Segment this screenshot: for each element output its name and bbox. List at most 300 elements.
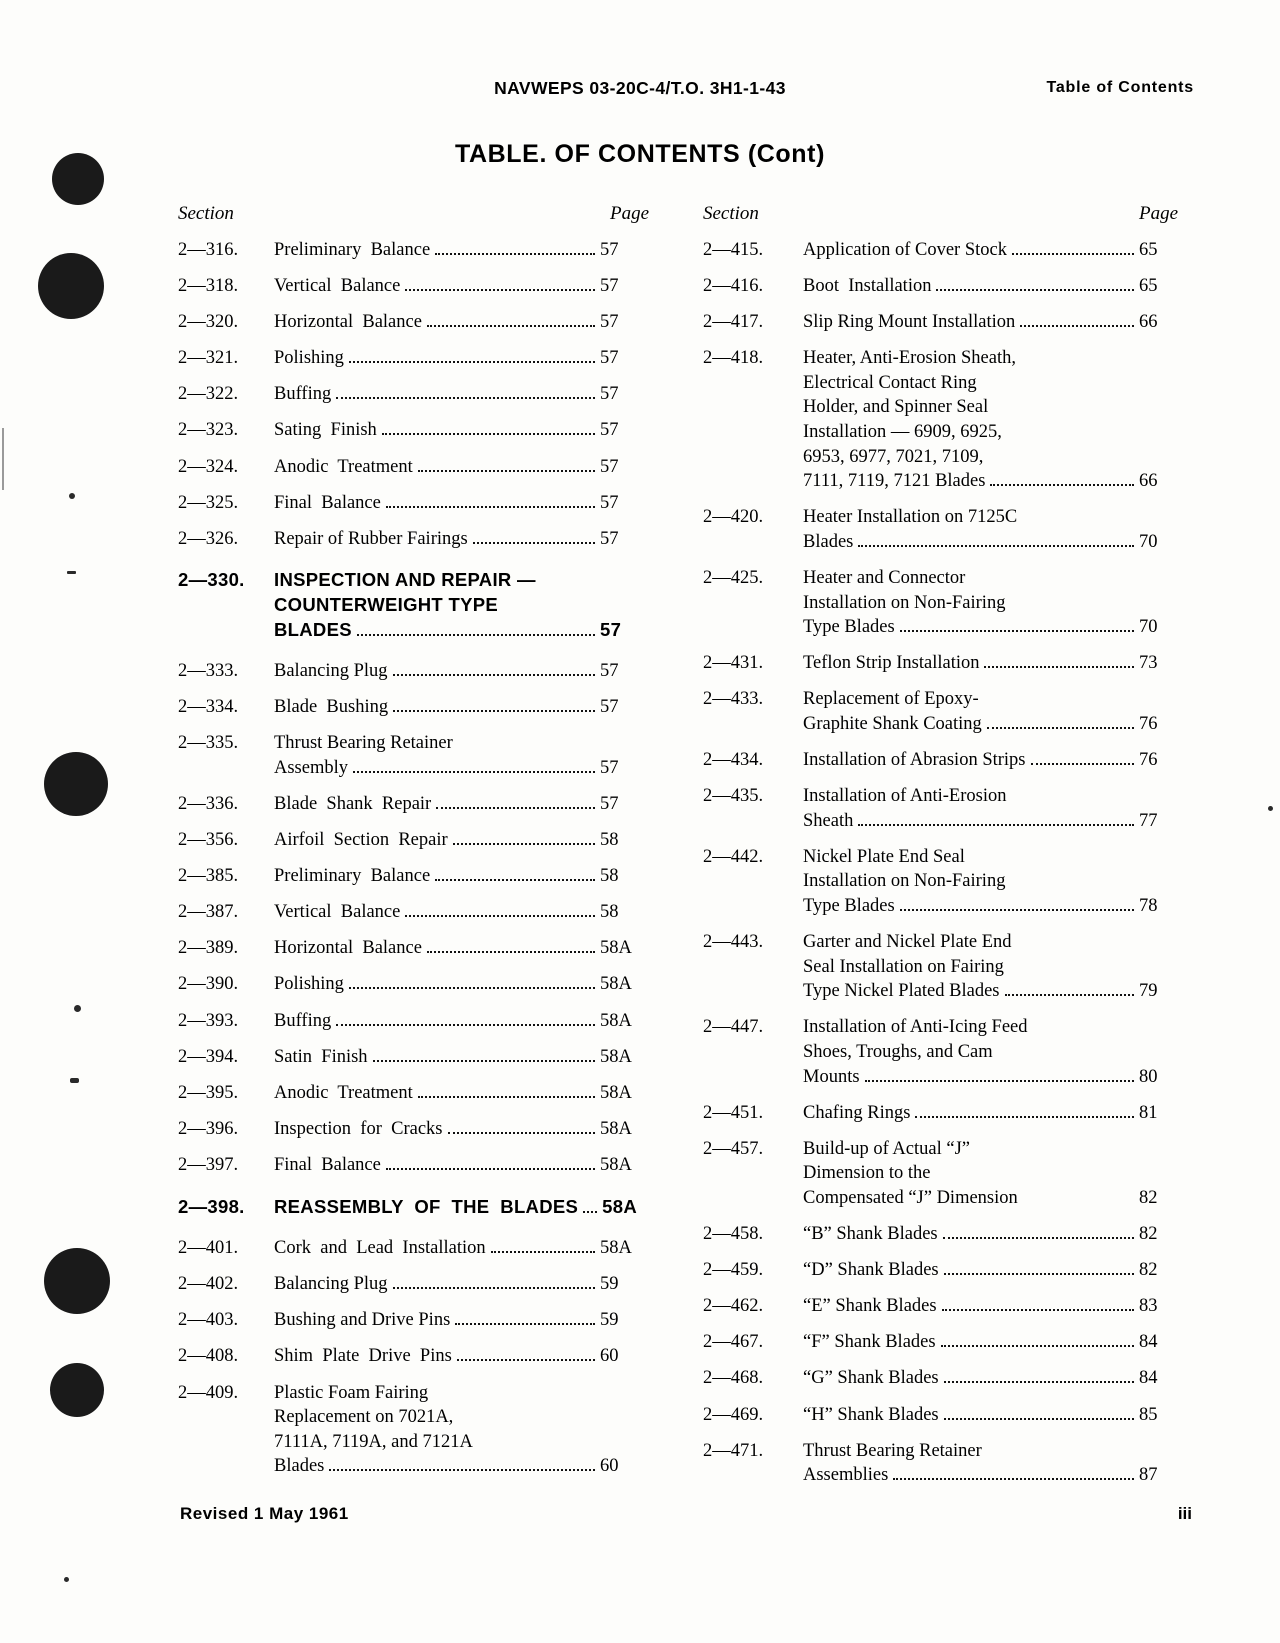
toc-entry-body <box>274 1195 650 1220</box>
toc-entry-last-line <box>803 748 1179 773</box>
toc-entry-title-line: Mounts <box>803 1066 860 1087</box>
toc-entry-title-line: Type Nickel Plated Blades <box>803 981 1000 1002</box>
toc-entry-last-line <box>803 979 1179 1004</box>
toc-entry-last-line <box>274 1454 644 1479</box>
toc-entry-number: 2—434. <box>703 750 764 771</box>
toc-entry-body <box>274 1308 648 1333</box>
toc-column-right <box>703 238 1183 1499</box>
toc-entry-last-line <box>274 695 644 720</box>
toc-entry-number: 2—459. <box>703 1260 764 1281</box>
punch-hole-mark <box>38 253 104 319</box>
toc-entry-title-line: Shoes, Troughs, and Cam <box>803 1042 993 1063</box>
toc-entry-body <box>803 1366 1183 1391</box>
toc-entry-last-line <box>274 828 644 853</box>
toc-entry-body <box>274 418 648 443</box>
toc-entry-number: 2—398. <box>178 1195 245 1217</box>
toc-entry-last-line <box>803 1222 1179 1247</box>
toc-entry-body <box>803 1222 1183 1247</box>
column-header-section-right: Section <box>703 203 759 224</box>
punch-hole-mark <box>50 1363 104 1417</box>
toc-entry-page: 73 <box>1139 653 1158 674</box>
toc-entry[interactable] <box>703 1366 1183 1391</box>
toc-entry-page: 58A <box>600 1010 632 1031</box>
toc-entry-title-line: Installation of Anti-Erosion <box>803 786 1007 807</box>
toc-entry-title-line: Teflon Strip Installation <box>803 653 980 674</box>
toc-entry[interactable] <box>178 382 648 407</box>
toc-entry[interactable] <box>703 845 1183 919</box>
toc-entry-title-line: Cork and Lead Installation <box>274 1238 486 1259</box>
toc-entry-title-line: Blade Bushing <box>274 697 389 718</box>
toc-leader-dots <box>865 1080 1134 1082</box>
toc-entry-number: 2—325. <box>178 492 239 513</box>
toc-entry-last-line <box>274 527 644 552</box>
toc-leader-dots <box>1012 253 1134 255</box>
toc-entry-title-line: Installation — 6909, 6925, <box>803 422 1002 443</box>
toc-entry-last-line <box>803 1065 1179 1090</box>
toc-entry-title-line: 7111A, 7119A, and 7121A <box>274 1431 473 1452</box>
toc-entry-title-line: Slip Ring Mount Installation <box>803 312 1016 333</box>
toc-entry-title-line: 7111, 7119, 7121 Blades <box>803 471 986 492</box>
toc-entry[interactable] <box>703 651 1183 676</box>
toc-entry[interactable] <box>703 1015 1183 1089</box>
document-number: NAVWEPS 03-20C-4/T.O. 3H1-1-43 <box>494 78 786 98</box>
toc-entry-page: 82 <box>1139 1188 1158 1208</box>
toc-entry-title-line: Preliminary Balance <box>274 866 431 887</box>
toc-leader-dots <box>1031 763 1135 765</box>
toc-leader-dots <box>405 915 595 917</box>
toc-entry-title-line: Application of Cover Stock <box>803 240 1007 260</box>
toc-entry-last-line <box>803 712 1179 737</box>
toc-entry[interactable] <box>703 1101 1183 1126</box>
toc-entry[interactable] <box>703 1330 1183 1355</box>
toc-entry-title-line: Installation of Anti-Icing Feed <box>803 1017 1028 1038</box>
toc-entry-number: 2—402. <box>178 1274 239 1295</box>
toc-entry[interactable] <box>178 1195 648 1220</box>
toc-entry-page: 66 <box>1139 471 1158 492</box>
toc-leader-dots <box>936 289 1134 291</box>
toc-entry-page: 57 <box>600 492 619 513</box>
toc-entry-page: 76 <box>1139 714 1158 734</box>
column-header-page-left: Page <box>610 203 650 224</box>
toc-entry-title-line: Replacement of Epoxy- <box>803 689 979 710</box>
toc-entry[interactable] <box>703 1294 1183 1319</box>
toc-entry-last-line <box>274 1081 644 1106</box>
edge-mark <box>2 428 4 490</box>
toc-entry-last-line <box>803 615 1179 640</box>
toc-leader-dots <box>436 807 595 809</box>
toc-entry-last-line <box>803 809 1179 834</box>
toc-entry-number: 2—415. <box>703 240 764 260</box>
toc-entry[interactable] <box>178 828 648 853</box>
toc-entry-body <box>274 310 648 335</box>
toc-leader-dots <box>944 1381 1134 1383</box>
toc-entry-page: 57 <box>600 420 619 441</box>
toc-entry-number: 2—336. <box>178 794 239 814</box>
toc-entry[interactable] <box>178 346 648 371</box>
toc-entry[interactable] <box>703 1403 1183 1428</box>
toc-leader-dots <box>984 666 1134 668</box>
toc-entry-title-line: Heater Installation on 7125C <box>803 507 1018 528</box>
toc-entry[interactable] <box>703 566 1183 640</box>
toc-entry-number: 2—387. <box>178 902 239 923</box>
toc-entry-last-line <box>274 1236 644 1261</box>
toc-entry-last-line <box>274 864 644 889</box>
toc-entry-page: 82 <box>1139 1224 1158 1245</box>
toc-entry-title-line: 6953, 6977, 7021, 7109, <box>803 446 984 467</box>
toc-entry-body <box>274 864 648 889</box>
toc-entry-title-line: Thrust Bearing Retainer <box>274 733 453 754</box>
toc-entry-number: 2—417. <box>703 312 764 333</box>
toc-entry-number: 2—469. <box>703 1404 764 1425</box>
page-header <box>0 78 1280 102</box>
toc-entry-title-line: Balancing Plug <box>274 1274 388 1295</box>
toc-entry-title-line: Dimension to the <box>803 1163 931 1184</box>
toc-entry-page: 57 <box>600 456 619 477</box>
toc-entry-title-line: Buffing <box>274 384 332 405</box>
toc-entry-title-line: Polishing <box>274 974 344 995</box>
toc-entry-number: 2—451. <box>703 1102 764 1123</box>
toc-entry-title-line: Thrust Bearing Retainer <box>803 1440 982 1461</box>
toc-entry-page: 58A <box>600 1082 632 1103</box>
toc-entry-page: 65 <box>1139 240 1158 260</box>
toc-entry-body <box>274 1153 648 1178</box>
toc-leader-dots <box>900 909 1134 911</box>
toc-entry-title-line: “H” Shank Blades <box>803 1404 939 1425</box>
toc-entry-body <box>803 784 1183 833</box>
toc-entry-number: 2—316. <box>178 240 239 260</box>
toc-entry-title-line: Boot Installation <box>803 276 932 297</box>
toc-entry-body <box>274 1344 648 1369</box>
toc-entry[interactable] <box>178 1153 648 1178</box>
toc-entry-page: 57 <box>600 757 619 778</box>
toc-entry[interactable] <box>703 1258 1183 1283</box>
toc-entry-last-line <box>274 1195 646 1220</box>
toc-entry-body <box>274 900 648 925</box>
toc-entry-last-line <box>803 1330 1179 1355</box>
toc-leader-dots <box>349 987 595 989</box>
toc-entry-body <box>803 1258 1183 1283</box>
toc-entry-title-line: Satin Finish <box>274 1046 368 1067</box>
toc-entry-last-line <box>274 455 644 480</box>
toc-entry-title-line: Installation on Non-Fairing <box>803 871 1006 892</box>
toc-entry-last-line <box>274 756 644 781</box>
toc-entry-body <box>274 1272 648 1297</box>
toc-entry-body <box>803 845 1183 919</box>
toc-entry-body <box>274 659 648 684</box>
toc-leader-dots <box>583 1211 597 1213</box>
page-title: TABLE. OF CONTENTS (Cont) <box>454 140 826 168</box>
toc-entry[interactable] <box>178 936 648 961</box>
toc-entry-body <box>274 1045 648 1070</box>
toc-entry-title-line: Replacement on 7021A, <box>274 1407 454 1428</box>
toc-entry-page: 80 <box>1139 1066 1158 1087</box>
toc-entry[interactable] <box>178 1236 648 1261</box>
toc-entry[interactable] <box>178 1009 648 1034</box>
toc-entry-last-line <box>274 274 644 299</box>
toc-entry-last-line <box>803 1463 1179 1488</box>
toc-entry-last-line <box>274 491 644 516</box>
toc-entry-number: 2—462. <box>703 1296 764 1317</box>
toc-entry[interactable] <box>703 274 1183 299</box>
toc-entry-body <box>274 731 648 780</box>
toc-leader-dots <box>990 484 1134 486</box>
toc-entry-title-line: Installation on Non-Fairing <box>803 592 1006 613</box>
toc-entry-title-line: COUNTERWEIGHT TYPE <box>274 593 498 615</box>
toc-leader-dots <box>382 433 595 435</box>
toc-entry-last-line <box>803 1294 1179 1319</box>
toc-entry-number: 2—324. <box>178 456 239 477</box>
toc-entry-last-line <box>803 1101 1179 1126</box>
toc-entry-title-line: Inspection for Cracks <box>274 1118 443 1139</box>
toc-entry[interactable] <box>178 1308 648 1333</box>
toc-entry-last-line <box>274 1308 644 1333</box>
toc-entry-page: 59 <box>600 1310 619 1331</box>
toc-leader-dots <box>427 325 595 327</box>
toc-entry[interactable] <box>178 274 648 299</box>
toc-entry-page: 65 <box>1139 276 1158 297</box>
toc-entry-last-line <box>803 530 1179 555</box>
scan-speck <box>74 1005 81 1012</box>
toc-entry-title-line: REASSEMBLY OF THE BLADES <box>274 1195 579 1217</box>
toc-entry-title-line: Holder, and Spinner Seal <box>803 397 989 418</box>
toc-entry-last-line <box>274 618 644 643</box>
toc-entry[interactable] <box>178 792 648 817</box>
toc-leader-dots <box>944 1273 1134 1275</box>
toc-entry[interactable] <box>178 1045 648 1070</box>
toc-entry[interactable] <box>178 1344 648 1369</box>
toc-entry[interactable] <box>178 1117 648 1142</box>
toc-leader-dots <box>386 1168 595 1170</box>
scan-speck <box>70 1078 79 1083</box>
toc-entry-last-line <box>803 1366 1179 1391</box>
toc-entry[interactable] <box>703 310 1183 335</box>
toc-entry[interactable] <box>178 900 648 925</box>
toc-leader-dots <box>386 506 595 508</box>
toc-entry-title-line: Buffing <box>274 1010 332 1031</box>
toc-entry-body <box>803 748 1183 773</box>
toc-entry-number: 2—447. <box>703 1017 764 1038</box>
toc-entry[interactable] <box>178 1081 648 1106</box>
toc-entry-body <box>803 274 1183 299</box>
toc-entry-last-line <box>803 310 1179 335</box>
toc-leader-dots <box>418 1096 595 1098</box>
toc-entry-last-line <box>803 651 1179 676</box>
toc-entry-title-line: Heater, Anti-Erosion Sheath, <box>803 348 1016 369</box>
toc-entry-number: 2—457. <box>703 1138 764 1159</box>
toc-entry-title-line: Anodic Treatment <box>274 456 413 477</box>
scan-speck <box>64 1577 69 1582</box>
toc-leader-dots <box>373 1060 595 1062</box>
toc-entry-body <box>274 491 648 516</box>
toc-entry[interactable] <box>178 455 648 480</box>
toc-entry-page: 58A <box>600 1046 632 1067</box>
toc-entry-page: 57 <box>600 661 619 682</box>
toc-entry-number: 2—425. <box>703 568 764 589</box>
toc-entry[interactable] <box>178 1272 648 1297</box>
toc-entry-body <box>803 505 1183 554</box>
header-section-label: Table of Contents <box>1046 79 1194 96</box>
toc-entry-body <box>274 527 648 552</box>
toc-entry-title-line: Preliminary Balance <box>274 240 431 260</box>
toc-leader-dots <box>435 253 595 255</box>
toc-entry[interactable] <box>178 864 648 889</box>
toc-entry-title-line: INSPECTION AND REPAIR — <box>274 569 536 591</box>
toc-leader-dots <box>943 1237 1134 1239</box>
toc-entry-title-line: Vertical Balance <box>274 276 401 297</box>
toc-leader-dots <box>915 1116 1134 1118</box>
footer-page-number: iii <box>1177 1504 1192 1523</box>
toc-entry-page: 58 <box>600 902 619 923</box>
toc-entry-title-line: Horizontal Balance <box>274 312 422 333</box>
toc-entry-number: 2—416. <box>703 276 764 297</box>
toc-entry-title-line: Nickel Plate End Seal <box>803 846 965 867</box>
toc-entry-body <box>274 1009 648 1034</box>
toc-entry[interactable] <box>178 418 648 443</box>
toc-entry-body <box>274 1236 648 1261</box>
toc-entry-page: 58A <box>600 974 632 995</box>
toc-entry-title-line: Polishing <box>274 348 344 369</box>
toc-entry[interactable] <box>703 346 1183 494</box>
toc-leader-dots <box>329 1469 595 1471</box>
toc-entry-last-line <box>803 469 1179 494</box>
toc-entry[interactable] <box>703 930 1183 1004</box>
toc-entry-body <box>274 828 648 853</box>
toc-entry-title-line: “D” Shank Blades <box>803 1260 939 1281</box>
scan-speck <box>1268 806 1273 811</box>
toc-entry-title-line: Blades <box>803 531 854 552</box>
toc-entry[interactable] <box>178 659 648 684</box>
toc-entry-title-line: “G” Shank Blades <box>803 1368 939 1389</box>
toc-column-left <box>178 238 648 1490</box>
toc-entry-body <box>803 310 1183 335</box>
toc-entry-page: 76 <box>1139 750 1158 771</box>
toc-leader-dots <box>858 545 1134 547</box>
toc-entry[interactable] <box>703 1137 1183 1211</box>
toc-entry-number: 2—408. <box>178 1346 239 1367</box>
toc-entry-page: 59 <box>600 1274 619 1295</box>
toc-entry-last-line <box>274 972 644 997</box>
toc-entry-page: 57 <box>600 697 619 718</box>
toc-entry[interactable] <box>703 784 1183 833</box>
toc-entry-number: 2—471. <box>703 1440 764 1461</box>
toc-entry-page: 57 <box>600 276 619 297</box>
toc-entry-number: 2—333. <box>178 661 239 682</box>
toc-entry[interactable] <box>703 1439 1183 1488</box>
toc-entry-last-line <box>803 1186 1179 1211</box>
toc-entry-title-line: Garter and Nickel Plate End <box>803 932 1012 953</box>
toc-entry-page: 85 <box>1139 1404 1158 1425</box>
toc-entry-page: 58A <box>602 1195 637 1217</box>
toc-entry-title-line: Type Blades <box>803 896 895 917</box>
toc-entry-last-line <box>274 346 644 371</box>
scan-speck <box>67 571 76 574</box>
toc-entry-title-line: “F” Shank Blades <box>803 1332 936 1353</box>
toc-leader-dots <box>491 1251 595 1253</box>
toc-leader-dots <box>457 1359 595 1361</box>
toc-entry-page: 81 <box>1139 1102 1158 1123</box>
toc-entry-page: 57 <box>600 384 619 405</box>
toc-entry-last-line <box>274 659 644 684</box>
toc-entry[interactable] <box>703 687 1183 736</box>
toc-entry-number: 2—393. <box>178 1010 239 1031</box>
toc-entry-number: 2—385. <box>178 866 239 887</box>
toc-entry-body <box>803 1294 1183 1319</box>
toc-entry-title-line: Vertical Balance <box>274 902 401 923</box>
toc-entry[interactable] <box>178 731 648 780</box>
toc-entry[interactable] <box>178 1381 648 1479</box>
toc-entry-page: 58A <box>600 1118 632 1139</box>
toc-entry-body <box>274 1117 648 1142</box>
toc-entry-number: 2—321. <box>178 348 239 369</box>
toc-entry-body <box>803 651 1183 676</box>
toc-entry-title-line: Final Balance <box>274 492 381 513</box>
toc-entry-title-line: Repair of Rubber Fairings <box>274 528 468 549</box>
toc-entry-number: 2—443. <box>703 932 764 953</box>
toc-entry[interactable] <box>178 568 648 642</box>
toc-entry-title-line: Plastic Foam Fairing <box>274 1382 429 1403</box>
toc-entry[interactable] <box>703 1222 1183 1247</box>
toc-entry-last-line <box>803 238 1179 263</box>
toc-entry-title-line: BLADES <box>274 618 352 640</box>
toc-leader-dots <box>435 879 595 881</box>
toc-entry[interactable] <box>178 491 648 516</box>
toc-entry[interactable] <box>178 972 648 997</box>
toc-entry-title-line: Horizontal Balance <box>274 938 422 959</box>
toc-entry-number: 2—322. <box>178 384 239 405</box>
toc-entry[interactable] <box>703 238 1183 263</box>
toc-entry-number: 2—433. <box>703 689 764 710</box>
toc-entry-body <box>274 695 648 720</box>
toc-leader-dots <box>393 710 595 712</box>
toc-entry-page: 58A <box>600 938 632 959</box>
toc-entry-last-line <box>274 1272 644 1297</box>
toc-entry-body <box>274 1381 648 1479</box>
toc-entry[interactable] <box>178 695 648 720</box>
toc-leader-dots <box>353 771 595 773</box>
toc-entry[interactable] <box>178 310 648 335</box>
toc-leader-dots <box>393 674 595 676</box>
toc-entry-title-line: “E” Shank Blades <box>803 1296 937 1317</box>
toc-entry-number: 2—468. <box>703 1368 764 1389</box>
toc-entry-body <box>803 1137 1183 1211</box>
toc-entry-title-line: Airfoil Section Repair <box>274 830 448 851</box>
toc-leader-dots <box>1020 325 1134 327</box>
toc-entry-body <box>274 455 648 480</box>
toc-leader-dots <box>418 470 595 472</box>
toc-entry[interactable] <box>178 238 648 263</box>
toc-entry-title-line: Heater and Connector <box>803 568 966 589</box>
toc-entry-title-line: Anodic Treatment <box>274 1082 413 1103</box>
toc-entry-page: 84 <box>1139 1368 1158 1389</box>
toc-leader-dots <box>1005 994 1135 996</box>
column-header-section-left: Section <box>178 203 234 224</box>
toc-entry[interactable] <box>178 527 648 552</box>
punch-hole-mark <box>44 1248 110 1314</box>
toc-entry-body <box>803 346 1183 494</box>
toc-entry-title-line: Final Balance <box>274 1154 381 1175</box>
toc-leader-dots <box>393 1287 595 1289</box>
toc-entry-last-line <box>803 1403 1179 1428</box>
toc-leader-dots <box>453 843 595 845</box>
toc-entry-last-line <box>274 1153 644 1178</box>
toc-entry-page: 58A <box>600 1238 632 1259</box>
toc-entry[interactable] <box>703 505 1183 554</box>
toc-entry-page: 57 <box>600 794 619 814</box>
toc-entry[interactable] <box>703 748 1183 773</box>
toc-entry-number: 2—418. <box>703 348 764 369</box>
toc-entry-page: 83 <box>1139 1296 1158 1317</box>
toc-entry-number: 2—396. <box>178 1118 239 1139</box>
